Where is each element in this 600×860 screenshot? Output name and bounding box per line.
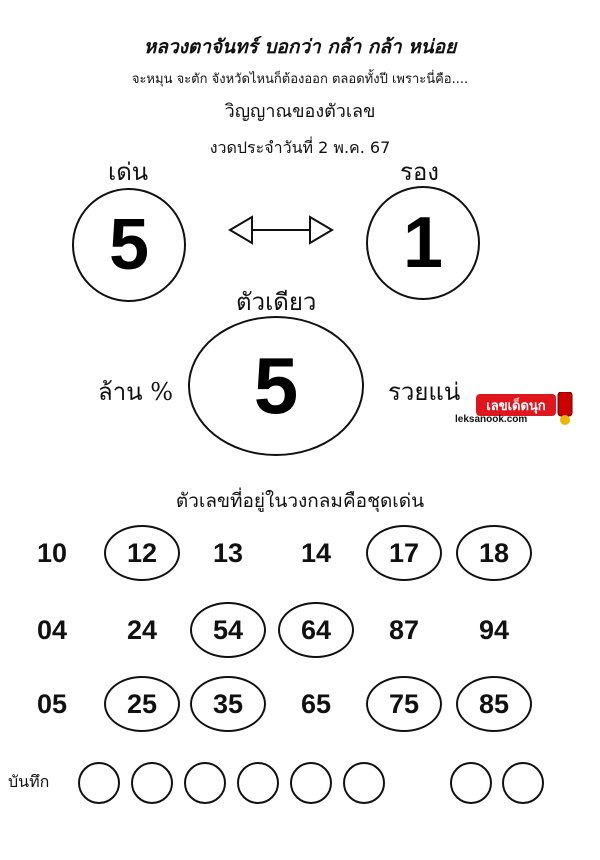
draw-date: งวดประจำวันที่ 2 พ.ค. 67 [209, 138, 391, 157]
single-number: 5 [253, 341, 299, 430]
highlighted-number: 85 [456, 676, 532, 732]
single-label: ตัวเดียว [236, 288, 317, 316]
number: 05 [36, 688, 68, 719]
note-circle [343, 762, 385, 804]
note-circle [502, 762, 544, 804]
highlighted-number: 54 [190, 602, 266, 658]
highlighted-number: 18 [456, 525, 532, 581]
subtitle: จะหมุน จะตัก จังหวัดไหนก็ต้องออก ตลอดทั้งปี เพราะนี่คือ.... [131, 72, 469, 87]
highlighted-number: 12 [104, 525, 180, 581]
highlighted-number: 25 [104, 676, 180, 732]
number: 87 [388, 614, 420, 645]
number: 04 [36, 614, 68, 645]
logo-domain: leksanook.com [455, 414, 528, 425]
notes-label: บันทึก [8, 772, 50, 791]
number: 24 [126, 614, 158, 645]
note-circle [131, 762, 173, 804]
lead-label: เด่น [108, 158, 149, 186]
heading: วิญญาณของตัวเลข [224, 101, 376, 122]
logo-text: เลขเด็ดนุก [486, 399, 546, 414]
number: 13 [212, 537, 244, 568]
second-label: รอง [400, 158, 440, 186]
number: 65 [300, 688, 332, 719]
left-note: ล้าน % [98, 378, 174, 406]
note-circle [78, 762, 120, 804]
note-circle [290, 762, 332, 804]
number: 10 [36, 537, 68, 568]
highlighted-number: 75 [366, 676, 442, 732]
note-circle [450, 762, 492, 804]
second-number-circle [366, 186, 480, 300]
note-circle [184, 762, 226, 804]
right-note: รวยแน่ [388, 378, 461, 406]
number: 14 [300, 537, 332, 568]
numbers-heading: ตัวเลขที่อยู่ในวงกลมคือชุดเด่น [175, 490, 425, 512]
lead-number-circle [72, 188, 186, 302]
lead-number: 5 [108, 205, 150, 285]
second-number: 1 [402, 203, 444, 283]
note-circle [237, 762, 279, 804]
page-title: หลวงตาจันทร์ บอกว่า กล้า กล้า หน่อย [143, 36, 457, 58]
highlighted-number: 64 [278, 602, 354, 658]
highlighted-number: 35 [190, 676, 266, 732]
highlighted-number: 17 [366, 525, 442, 581]
single-number-circle [188, 316, 364, 456]
double-arrow-icon [226, 212, 336, 248]
number: 94 [478, 614, 510, 645]
